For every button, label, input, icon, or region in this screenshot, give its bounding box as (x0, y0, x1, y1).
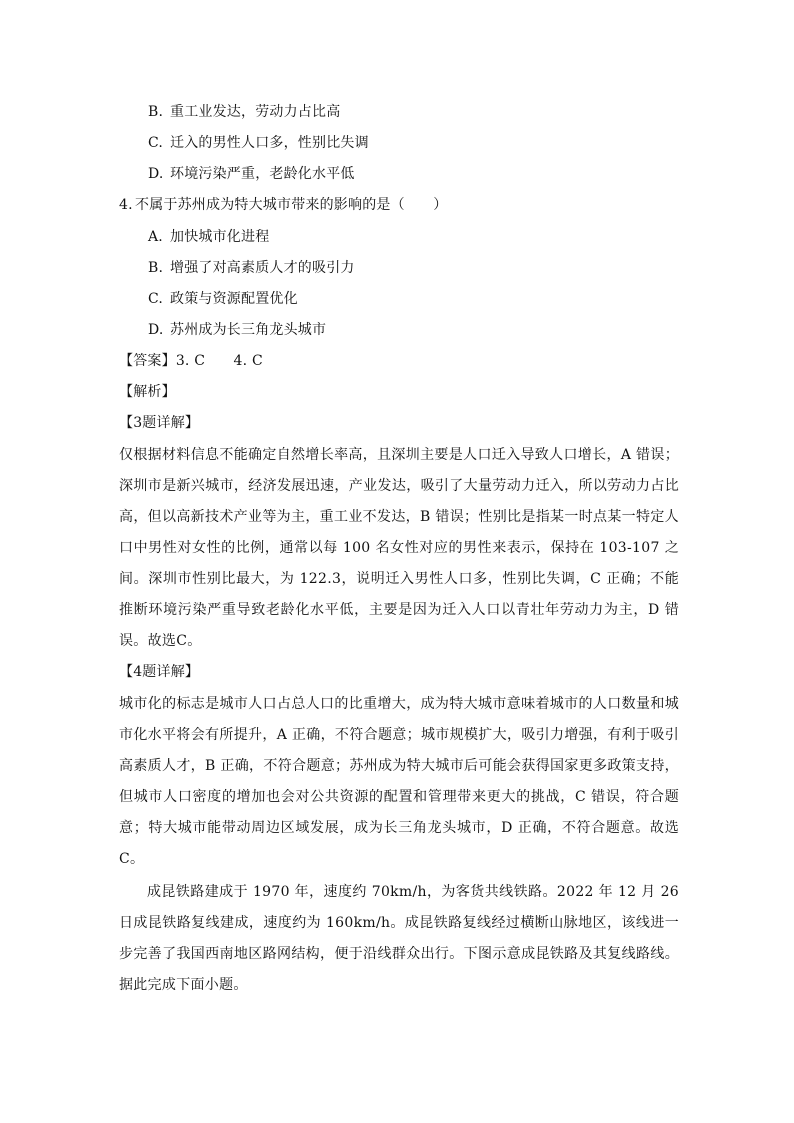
q3-detail-label: 【3题详解】 (119, 415, 200, 431)
option-letter: C. (148, 135, 164, 151)
option-letter: A. (148, 229, 163, 245)
option-letter: B. (148, 104, 164, 120)
q3-option-d (148, 164, 355, 184)
option-text: 政策与资源配置优化 (170, 291, 298, 307)
answer-text: 3. C 4. C (175, 353, 263, 369)
q3-option-b (148, 102, 340, 122)
q4-option-a (148, 227, 269, 247)
q4-stem (119, 195, 447, 215)
option-letter: C. (148, 291, 164, 307)
q4-detail-text: 城市化的标志是城市人口占总人口的比重增大，成为特大城市意味着城市的人口数量和城市化水平将会有所提升，A 正确，不符合题意；城市规模扩大，吸引力增强，有利于吸引高素质人才，B 正确，不符合题意；苏州成为特大城市后可能会获得国家更多政策支持，但城市人口密度的增加也会对公共资源的配置和管理带来更大的挑战，C 错误，符合题意；特大城市能带动周边区域发展，成为长三角龙头城市，D 正确，不符合题意。故选C。 (119, 696, 679, 867)
option-text: 迁入的男性人口多，性别比失调 (170, 135, 369, 151)
question-text: 不属于苏州成为特大城市带来的影响的是（ ） (135, 197, 448, 213)
option-letter: B. (148, 260, 164, 276)
material-text: 成昆铁路建成于 1970 年，速度约 70km/h，为客货共线铁路。2022 年 12 月 26 日成昆铁路复线建成，速度约为 160km/h。成昆铁路复线经过横断山脉地区，该线进一步完善了我国西南地区路网结构，便于沿线群众出行。下图示意成昆铁路及其复线路线。据此完成下面小题。 (119, 884, 679, 993)
q4-option-c (148, 289, 298, 309)
option-text: 环境污染严重，老龄化水平低 (170, 166, 355, 182)
answer-line (119, 351, 263, 371)
option-letter: D. (148, 322, 164, 338)
answer-label: 【答案】 (119, 353, 176, 369)
q4-option-b (148, 258, 355, 278)
analysis-label: 【解析】 (119, 384, 176, 400)
q4-detail-label: 【4题详解】 (119, 664, 200, 680)
q4-option-d (148, 320, 326, 340)
question-number: 4. (119, 197, 133, 213)
option-text: 增强了对高素质人才的吸引力 (170, 260, 355, 276)
option-letter: D. (148, 166, 164, 182)
q3-detail-text: 仅根据材料信息不能确定自然增长率高，且深圳主要是人口迁入导致人口增长，A 错误；深圳市是新兴城市，经济发展迅速，产业发达，吸引了大量劳动力迁入，所以劳动力占比高，但以高新技术产业等为主，重工业不发达，B 错误；性别比是指某一时点某一特定人口中男性对女性的比例，通常以每 100 名女性对应的男性来表示，保持在 103-107 之间。深圳市性别比最大，为 122.3，说明迁入男性人口多，性别比失调，C 正确；不能推断环境污染严重导致老龄化水平低，主要是因为迁入人口以青壮年劳动力为主，D 错误。故选C。 (119, 447, 679, 649)
q3-option-c (148, 133, 369, 153)
option-text: 苏州成为长三角龙头城市 (170, 322, 327, 338)
option-text: 重工业发达，劳动力占比高 (170, 104, 341, 120)
option-text: 加快城市化进程 (170, 229, 270, 245)
